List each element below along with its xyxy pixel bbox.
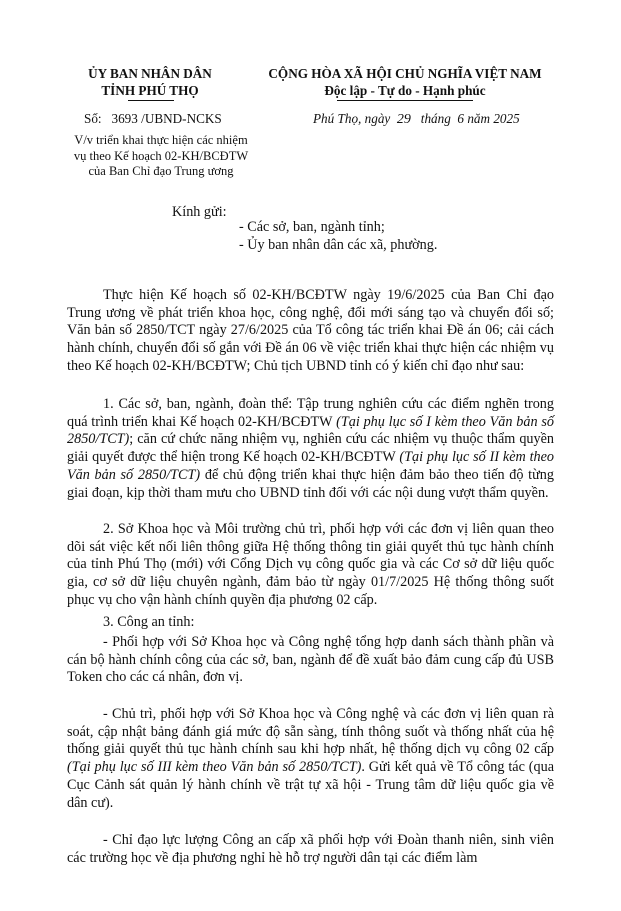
recipient-1: - Các sở, ban, ngành tỉnh; [239,219,385,235]
section-3-item-1: - Phối hợp với Sở Khoa học và Công nghệ tổng hợp danh sách thành phần và cán bộ hành chính công của các sở, ban, ngành để đề xuất bảo đảm cung cấp đủ USB Token cho các cá nhân, đơn vị. [67,634,554,686]
issuer-line-2: TỈNH PHÚ THỌ [101,83,199,98]
document-number: Số: 3693 /UBND-NCKS [84,111,222,126]
salutation-label: Kính gửi: [172,204,227,220]
recipient-2: - Ủy ban nhân dân các xã, phường. [239,237,438,253]
section-3-item-2: - Chủ trì, phối hợp với Sở Khoa học và Công nghệ và các đơn vị liên quan rà soát, cập nhật bảng đánh giá mức độ sẵn sàng, tính thông suốt và thống nhất của hệ thống giải quyết thủ tục hành chính sau khi hợp nhất, hệ thống dịch vụ công 02 cấp (Tại phụ lục số III kèm theo Văn bản số 2850/TCT). Gửi kết quả về Tổ công tác (qua Cục Cảnh sát quản lý hành chính về trật tự xã hội - Trung tâm dữ liệu quốc gia về dân cư). [67,706,554,811]
section-1-paragraph: 1. Các sở, ban, ngành, đoàn thể: Tập trung nghiên cứu các điểm nghẽn trong quá trình triển khai Kế hoạch 02-KH/BCĐTW (Tại phụ lục số I kèm theo Văn bản số 2850/TCT); căn cứ chức năng nhiệm vụ, nghiên cứu các nhiệm vụ thuộc thẩm quyền giải quyết được thể hiện trong Kế hoạch 02-KH/BCĐTW (Tại phụ lục số II kèm theo Văn bản số 2850/TCT) để chủ động triển khai thực hiện đảm bảo theo tiến độ từng giai đoạn, kịp thời tham mưu cho UBND tỉnh đối với các nội dung vượt thẩm quyền. [67,396,554,501]
country-name: CỘNG HÒA XÃ HỘI CHỦ NGHĨA VIỆT NAM [268,66,542,81]
place-date: Phú Thọ, ngày 29 tháng 6 năm 2025 [313,111,520,127]
issuer-underline [128,100,174,101]
section-3-heading: 3. Công an tỉnh: [103,614,195,630]
subject-block: V/v triển khai thực hiện các nhiệm vụ theo Kế hoạch 02-KH/BCĐTW của Ban Chỉ đạo Trung ương [73,133,249,178]
motto-underline [337,100,473,101]
national-motto-block [246,65,564,99]
intro-paragraph: Thực hiện Kế hoạch số 02-KH/BCĐTW ngày 19/6/2025 của Ban Chỉ đạo Trung ương về phát triển khoa học, công nghệ, đổi mới sáng tạo và chuyển đổi số; Văn bản số 2850/TCT ngày 27/6/2025 của Tổ công tác triển khai Đề án 06; cải cách hành chính, chuyển đổi số gắn với Đề án 06 về việc triển khai thực hiện các nhiệm vụ theo Kế hoạch 02-KH/BCĐTW; Chủ tịch UBND tỉnh có ý kiến chỉ đạo như sau: [67,287,554,374]
section-3-item-3: - Chỉ đạo lực lượng Công an cấp xã phối hợp với Đoàn thanh niên, sinh viên các trường học về địa phương nghỉ hè hỗ trợ người dân tại các điểm làm [67,832,554,866]
section-2-paragraph: 2. Sở Khoa học và Môi trường chủ trì, phối hợp với các đơn vị liên quan theo dõi sát việc kết nối liên thông giữa Hệ thống thông tin giải quyết thủ tục hành chính của tỉnh Phú Thọ (mới) với Cổng Dịch vụ công quốc gia và các Cơ sở dữ liệu quốc gia, cơ sở dữ liệu chuyên ngành, đảm bảo từ ngày 01/7/2025 Hệ thống thông suốt phục vụ cho vận hành chính quyền địa phương 02 cấp. [67,521,554,608]
issuer-block [75,65,225,99]
motto: Độc lập - Tự do - Hạnh phúc [324,83,486,98]
issuer-line-1: ỦY BAN NHÂN DÂN [88,66,212,81]
